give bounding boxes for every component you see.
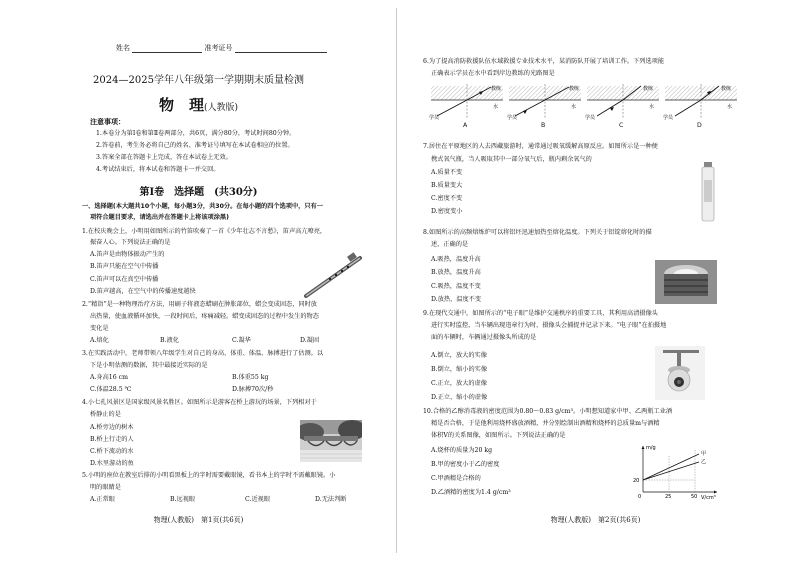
q7-stem-2: 携式氧气瓶，当人吸取其中一部分氧气后，瓶内剩余氧气的 [431, 156, 592, 163]
exam-no-blank [235, 44, 327, 53]
q5-option-b: B.远视眼 [170, 496, 196, 503]
q1-option-d: D.笛声越高，在空气中的传播速度越快 [90, 288, 196, 295]
q10-option-b: B.甲的密度小于乙的密度 [431, 461, 500, 468]
mass-volume-graph [629, 442, 725, 500]
q2-option-b: B.液化 [160, 337, 179, 344]
q10-option-a: A.烧杯的质量为20 kg [431, 447, 493, 454]
graph-origin: 0 [638, 494, 642, 500]
q2-option-d: D.凝固 [300, 337, 320, 344]
subject-heading [0, 94, 397, 115]
series-yi-label: 乙 [701, 459, 707, 465]
q5-stem-2: 明的眼睛是 [90, 484, 121, 491]
q2-stem-2: 出热量，使血液循环加快，一段时间后，疼痛减轻。蜡变成固态的过程中发生的物态 [90, 313, 319, 320]
q6a-student-label: 学员 [429, 115, 440, 120]
q8-option-d: D.放热，温度不变 [431, 296, 482, 303]
q6b-water-label: 水 [571, 104, 577, 110]
q7-option-d: D.密度变小 [431, 208, 463, 215]
q6-label-a: A [463, 122, 468, 129]
notice-3: 3.答案全部在答题卡上完成，答在本试卷上无效。 [96, 154, 232, 161]
notice-4: 4.考试结束后，将本试卷和答题卡一并交回。 [96, 166, 220, 173]
q6-diagram-d [661, 84, 741, 120]
q1-option-b: B.笛声只能在空气中传播 [90, 263, 159, 270]
q3-option-c: C.体温28.5 ℃ [90, 386, 132, 393]
q9-option-c: C.正立，放大的虚像 [431, 380, 487, 387]
bridge-scenery-image [300, 420, 362, 462]
q1-option-a: A.笛声是由物体振动产生的 [90, 251, 165, 258]
q8-option-a: A.吸热，温度升高 [431, 256, 481, 263]
q6b-student-label: 学员 [507, 115, 518, 120]
q9-stem-3: 面的车辆时，车辆通过摄像头所成的是 [431, 334, 537, 341]
q6b-coach-label: 教练 [569, 86, 580, 92]
graph-xlabel: V/cm³ [701, 495, 716, 500]
q3-option-d: D.脉搏70次/秒 [232, 386, 274, 393]
part-title: 第Ⅰ卷 选择题 (共30分) [139, 187, 258, 198]
q10-option-d: D.乙酒精的密度为1.4 g/cm³ [431, 489, 511, 496]
q6-label-d: D [697, 122, 702, 129]
q4-stem-1: 4.小七孔风景区是国家级风景名胜区。如图所示是游客在桥上游玩的场景，下列相对于 [82, 399, 317, 406]
q6-label-b: B [541, 122, 546, 129]
oxygen-bottle-image [699, 160, 719, 224]
q1-option-c: C.笛声可以在真空中传播 [90, 276, 159, 283]
q7-stem-1: 7.居住在平原地区的人去西藏旅游时，通常通过吸氧缓解高原反应。如图所示是一种便 [423, 143, 658, 150]
q7-option-c: C.密度不变 [431, 195, 463, 202]
q2-option-a: A.熔化 [90, 337, 109, 344]
electronic-eye-camera-image [655, 346, 705, 400]
q5-option-a: A.正常眼 [90, 496, 115, 503]
graph-ylabel: m/g [646, 445, 656, 451]
section-intro-1: 一、选择题(本大题共10个小题，每小题3分，共30分。在每小题的四个选项中，只有一 [82, 203, 323, 210]
q3-option-b: B.体重55 kg [232, 374, 269, 381]
q6-diagram-b [505, 84, 585, 120]
q7-option-a: A.质量不变 [431, 169, 463, 176]
page2-footer: 物理(人教版) 第2页(共6页) [550, 516, 641, 524]
q6c-water-label: 水 [649, 104, 655, 110]
q6a-water-label: 水 [493, 104, 499, 110]
section-intro-2: 项符合题目要求，请选出并在答题卡上将该项涂黑) [90, 214, 229, 221]
q6-diagram-a [427, 84, 507, 120]
graph-y-tick-20: 20 [633, 478, 640, 484]
q8-option-c: C.吸热，温度不变 [431, 283, 481, 290]
q2-option-c: C.凝华 [232, 337, 251, 344]
q2-stem-3: 变化是 [90, 325, 109, 332]
melting-furnace-image [655, 260, 717, 304]
subject: 物 理 [158, 96, 204, 114]
notice-title: 注意事项： [90, 118, 125, 126]
name-blank [132, 44, 202, 53]
q4-option-a: A.桥旁边的树木 [90, 424, 134, 431]
q9-option-b: B.倒立，缩小的实像 [431, 366, 488, 373]
bamboo-flute-image [300, 248, 366, 302]
q4-option-c: C.桥下流动的水 [90, 448, 134, 455]
q9-option-a: A.倒立，放大的实像 [431, 352, 487, 359]
q8-stem-1: 8.如图所示的高频熔炼炉可以将铝坯迅速加热至熔化温度。下列关于铝锭熔化时的描 [423, 229, 652, 236]
q10-stem-2: 精是否合格，于是他利用烧杯盛放酒精，并分别绘制出酒精和烧杯的总质量m与酒精 [431, 420, 660, 427]
q3-option-a: A.身高16 cm [90, 374, 128, 381]
notice-2: 2.答卷前，考生务必将自己的姓名、准考证号填写在本试卷相应的位置。 [96, 142, 294, 149]
q6c-student-label: 学员 [585, 115, 596, 120]
q6-label-c: C [619, 122, 624, 129]
edition: (人教版) [203, 103, 239, 113]
q9-stem-1: 9.在现代交通中，如图所示的“电子眼”是维护交通秩序的重要工具，其利用高清摄像头 [423, 310, 658, 317]
graph-tick-25: 25 [665, 494, 672, 500]
q6d-student-label: 学员 [663, 115, 674, 120]
q1-stem-2: 振奋人心。下列说法正确的是 [90, 239, 171, 246]
q6c-coach-label: 教练 [643, 86, 654, 92]
q3-stem-1: 3.在实践活动中，老师带领八年级学生对自己的身高、体重、体温、脉搏进行了估测。以 [82, 350, 324, 357]
q3-stem-2: 下是小明估测的数据，其中最接近实际的是 [90, 362, 208, 369]
q10-stem-3: 体积V的关系图像，如图所示。下列说法正确的是 [431, 432, 566, 439]
exam-title: 2024—2025学年八年级第一学期期末质量检测 [93, 75, 304, 86]
q5-option-c: C.近视眼 [245, 496, 271, 503]
q8-stem-2: 述，正确的是 [431, 241, 469, 248]
q8-option-b: B.放热，温度升高 [431, 269, 481, 276]
name-label: 姓名 [116, 44, 130, 52]
graph-tick-50: 50 [691, 494, 698, 500]
notice-1: 1.本卷分为第Ⅰ卷和第Ⅱ卷两部分，共6页，满分80分，考试时间80分钟。 [96, 130, 296, 137]
q6d-water-label: 水 [727, 104, 733, 110]
q6d-coach-label: 教练 [721, 86, 732, 92]
name-row [116, 44, 327, 53]
q6-stem-2: 正确表示学员在水中看到岸边教练的光路图是 [431, 70, 555, 77]
q2-stem-1: 2.“精诣”是一种物理治疗方法，用刷子将液态蜡刷在肿胀部位，蜡会变成固态，同时放 [82, 301, 317, 308]
q6-stem-1: 6.为了提高消防救援队伍水域救援专业技术水平，某消防队开展了培训工作。下列选项能 [423, 58, 665, 65]
q9-option-d: D.正立，缩小的虚像 [431, 394, 488, 401]
q4-option-b: B.桥上行走的人 [90, 436, 134, 443]
page-right [397, 0, 794, 561]
q6-diagram-c [583, 84, 663, 120]
q5-stem-1: 5.小明的座位在教室后排的小明看黑板上的字时需要戴眼镜，看书本上的字时不需戴眼镜。小 [82, 472, 336, 479]
q1-stem-1: 1.在校庆晚会上，小明用如图所示的竹笛吹奏了一首《少年壮志不言愁》，笛声高亢嘹亮， [82, 228, 327, 235]
exam-no-label: 准考证号 [204, 44, 233, 52]
q4-option-d: D.水里游动的鱼 [90, 460, 134, 467]
page1-footer: 物理(人教版) 第1页(共6页) [153, 516, 244, 524]
q10-stem-1: 10.合格的乙醇消毒液的密度范围为0.80～0.83 g/cm³。小明想知道家中甲、乙两瓶工业酒 [423, 408, 673, 415]
q7-option-b: B.质量变大 [431, 182, 463, 189]
q10-option-c: C.甲酒精是合格的 [431, 475, 481, 482]
q4-stem-2: 桥静止的是 [90, 411, 121, 418]
q6a-coach-label: 教练 [491, 86, 502, 92]
series-jia-label: 甲 [701, 451, 707, 457]
q5-option-d: D.无法判断 [315, 496, 347, 503]
q9-stem-2: 进行实时监控，当车辆出现违章行为时，摄像头会捕捉并记录下来。“电子眼”在拍摄地 [431, 322, 667, 329]
